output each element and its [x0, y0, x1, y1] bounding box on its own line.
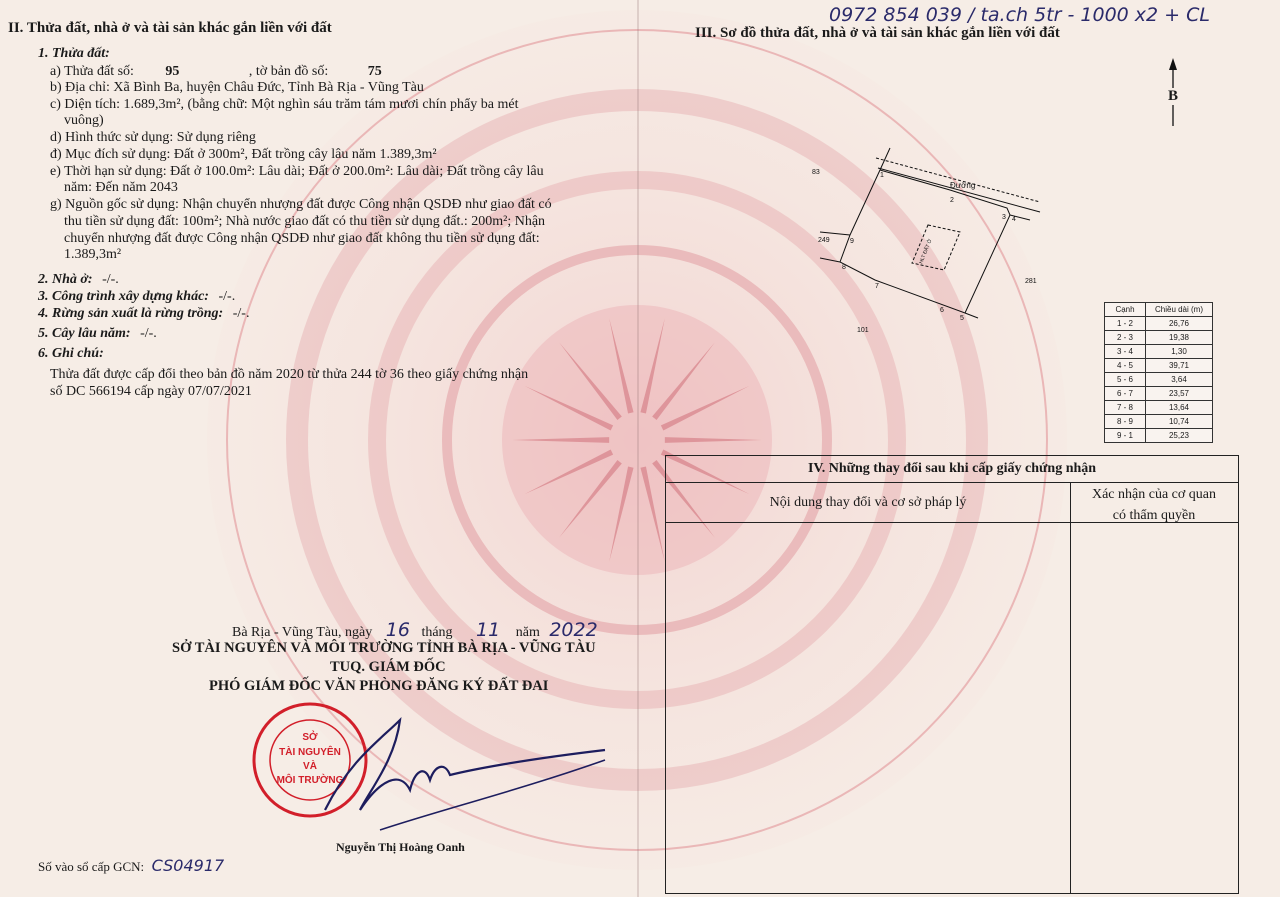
vertex-5: 5: [960, 315, 964, 322]
address-line: b) Địa chỉ: Xã Bình Ba, huyện Châu Đức, Tỉnh Bà Rịa - Vũng Tàu: [50, 80, 424, 95]
perennial-value: -/-.: [140, 326, 157, 341]
table-row: [1105, 331, 1213, 345]
table-row: [1105, 345, 1213, 359]
length-cell: 39,71: [1146, 359, 1213, 373]
table-row: [1105, 373, 1213, 387]
register-row: [38, 856, 224, 876]
building-label: HLT ĐẤT Ở: [918, 238, 934, 265]
edge-cell: 1 - 2: [1105, 317, 1146, 331]
edge-cell: 4 - 5: [1105, 359, 1146, 373]
issue-day: 16: [385, 619, 410, 641]
register-label: Số vào sổ cấp GCN:: [38, 859, 145, 874]
house-row: [38, 272, 119, 288]
neighbor-101: 101: [857, 327, 869, 334]
forest-label: 4. Rừng sản xuất là rừng trồng:: [38, 306, 224, 321]
section-iii-title: III. Sơ đồ thửa đất, nhà ở và tài sản khác gắn liền với đất: [695, 25, 1060, 41]
house-label: 2. Nhà ở:: [38, 272, 93, 287]
vertex-4: 4: [1012, 216, 1016, 223]
note-line-1: Thửa đất được cấp đổi theo bản đồ năm 2020 từ thửa 244 tờ 36 theo giấy chứng nhận: [50, 367, 529, 382]
origin-line-1: g) Nguồn gốc sử dụng: Nhận chuyển nhượng đất được Công nhận QSDĐ như giao đất có: [50, 197, 552, 212]
changes-confirm-header-cell: [1070, 482, 1238, 523]
changes-title: IV. Những thay đổi sau khi cấp giấy chứng nhận: [666, 456, 1238, 483]
issue-place: Bà Rịa - Vũng Tàu, ngày: [232, 625, 373, 640]
issue-month-label: tháng: [421, 625, 453, 640]
length-cell: 1,30: [1146, 345, 1213, 359]
table-row: [1105, 401, 1213, 415]
forest-row: [38, 306, 249, 322]
neighbor-281: 281: [1025, 278, 1037, 285]
issue-date: [232, 619, 598, 641]
origin-line-2: thu tiền sử dụng đất: 100m²; Nhà nước giao đất có thu tiền sử dụng đất.: 200m²; Nhận: [64, 214, 546, 229]
north-label: B: [1168, 88, 1179, 104]
length-cell: 10,74: [1146, 415, 1213, 429]
stamp-line-2: TÀI NGUYÊN: [279, 747, 341, 758]
changes-confirm-header-2: có thẩm quyền: [1112, 508, 1196, 523]
edge-cell: 2 - 3: [1105, 331, 1146, 345]
changes-content-header: Nội dung thay đổi và cơ sở pháp lý: [769, 495, 967, 510]
vertex-9: 9: [850, 238, 854, 245]
vertex-1: 1: [880, 172, 884, 179]
table-header-row: [1105, 303, 1213, 317]
note-label: 6. Ghi chú:: [38, 346, 104, 361]
origin-line-3: chuyển nhượng đất được Công nhận QSDĐ như giao đất không thu tiền sử dụng đất:: [64, 231, 540, 246]
edge-cell: 3 - 4: [1105, 345, 1146, 359]
neighbor-249: 249: [818, 237, 830, 244]
construction-value: -/-.: [218, 289, 236, 304]
usage-term-line-1: e) Thời hạn sử dụng: Đất ở 100.0m²: Lâu dài; Đất ở 200.0m²: Lâu dài; Đất trồng cây lâu: [50, 164, 544, 179]
stamp-line-1: SỞ: [302, 732, 318, 743]
issue-year: 2022: [549, 619, 598, 641]
stamp-line-4: MÔI TRƯỜNG: [276, 775, 344, 786]
length-cell: 13,64: [1146, 401, 1213, 415]
note-line-2: số DC 566194 cấp ngày 07/07/2021: [50, 384, 252, 399]
parcel-number-value: 95: [165, 64, 180, 79]
neighbor-83: 83: [812, 169, 820, 176]
authority-title: PHÓ GIÁM ĐỐC VĂN PHÒNG ĐĂNG KÝ ĐẤT ĐAI: [209, 678, 549, 694]
map-sheet-label: , tờ bản đồ số:: [248, 64, 329, 79]
section-ii-title: II. Thửa đất, nhà ở và tài sản khác gắn liền với đất: [8, 20, 332, 36]
issue-month: 11: [476, 619, 501, 641]
perennial-row: [38, 326, 157, 342]
authority-name: SỞ TÀI NGUYÊN VÀ MÔI TRƯỜNG TỈNH BÀ RỊA - VŨNG TÀU: [172, 640, 596, 656]
length-cell: 3,64: [1146, 373, 1213, 387]
length-cell: 19,38: [1146, 331, 1213, 345]
area-line-2: vuông): [64, 113, 104, 128]
vertex-8: 8: [842, 264, 846, 271]
parcel-map: [800, 140, 1080, 340]
table-row: [1105, 387, 1213, 401]
parcel-number-label: a) Thửa đất số:: [50, 64, 134, 79]
handwritten-note: 0972 854 039 / ta.ch 5tr - 1000 x2 + CL: [829, 4, 1210, 26]
changes-table: [665, 455, 1239, 894]
issue-year-label: năm: [515, 625, 540, 640]
changes-confirm-header-1: Xác nhận của cơ quan: [1091, 487, 1216, 502]
vertex-2: 2: [950, 197, 954, 204]
length-cell: 23,57: [1146, 387, 1213, 401]
edge-cell: 8 - 9: [1105, 415, 1146, 429]
construction-row: [38, 289, 235, 305]
road-label: Đường: [950, 181, 976, 190]
vertex-3: 3: [1002, 214, 1006, 221]
stamp-line-3: VÀ: [303, 761, 317, 772]
authority-delegate: TUQ. GIÁM ĐỐC: [330, 659, 446, 675]
construction-label: 3. Công trình xây dựng khác:: [38, 289, 209, 304]
usage-purpose-line: đ) Mục đích sử dụng: Đất ở 300m², Đất trồng cây lâu năm 1.389,3m²: [50, 147, 437, 162]
edge-cell: 6 - 7: [1105, 387, 1146, 401]
parcel-number-row: [50, 64, 382, 80]
perennial-label: 5. Cây lâu năm:: [38, 326, 131, 341]
parcel-heading: 1. Thửa đất:: [38, 46, 110, 61]
house-value: -/-.: [102, 272, 119, 287]
forest-value: -/-.: [232, 306, 250, 321]
table-row: [1105, 415, 1213, 429]
table-row: [1105, 429, 1213, 443]
vertex-7: 7: [875, 283, 879, 290]
edge-length-table: [1104, 302, 1213, 443]
vertex-6: 6: [940, 307, 944, 314]
edge-cell: 9 - 1: [1105, 429, 1146, 443]
edge-cell: 7 - 8: [1105, 401, 1146, 415]
table-row: [1105, 317, 1213, 331]
signature: [320, 700, 610, 840]
table-row: [1105, 359, 1213, 373]
signer-name: Nguyễn Thị Hoàng Oanh: [336, 840, 465, 854]
changes-content-header-cell: [666, 482, 1070, 523]
usage-term-line-2: năm: Đến năm 2043: [64, 180, 178, 195]
usage-form-line: d) Hình thức sử dụng: Sử dụng riêng: [50, 130, 256, 145]
edge-col-header: Cạnh: [1105, 303, 1146, 317]
length-cell: 26,76: [1146, 317, 1213, 331]
length-cell: 25,23: [1146, 429, 1213, 443]
origin-line-4: 1.389,3m²: [64, 247, 122, 262]
map-sheet-value: 75: [367, 64, 382, 79]
changes-confirm-column: [1070, 482, 1238, 893]
register-value: CS04917: [151, 856, 225, 875]
length-col-header: Chiều dài (m): [1146, 303, 1213, 317]
changes-content-column: [666, 482, 1071, 893]
area-line-1: c) Diện tích: 1.689,3m², (bằng chữ: Một nghìn sáu trăm tám mươi chín phẩy ba mét: [50, 97, 519, 112]
edge-cell: 5 - 6: [1105, 373, 1146, 387]
